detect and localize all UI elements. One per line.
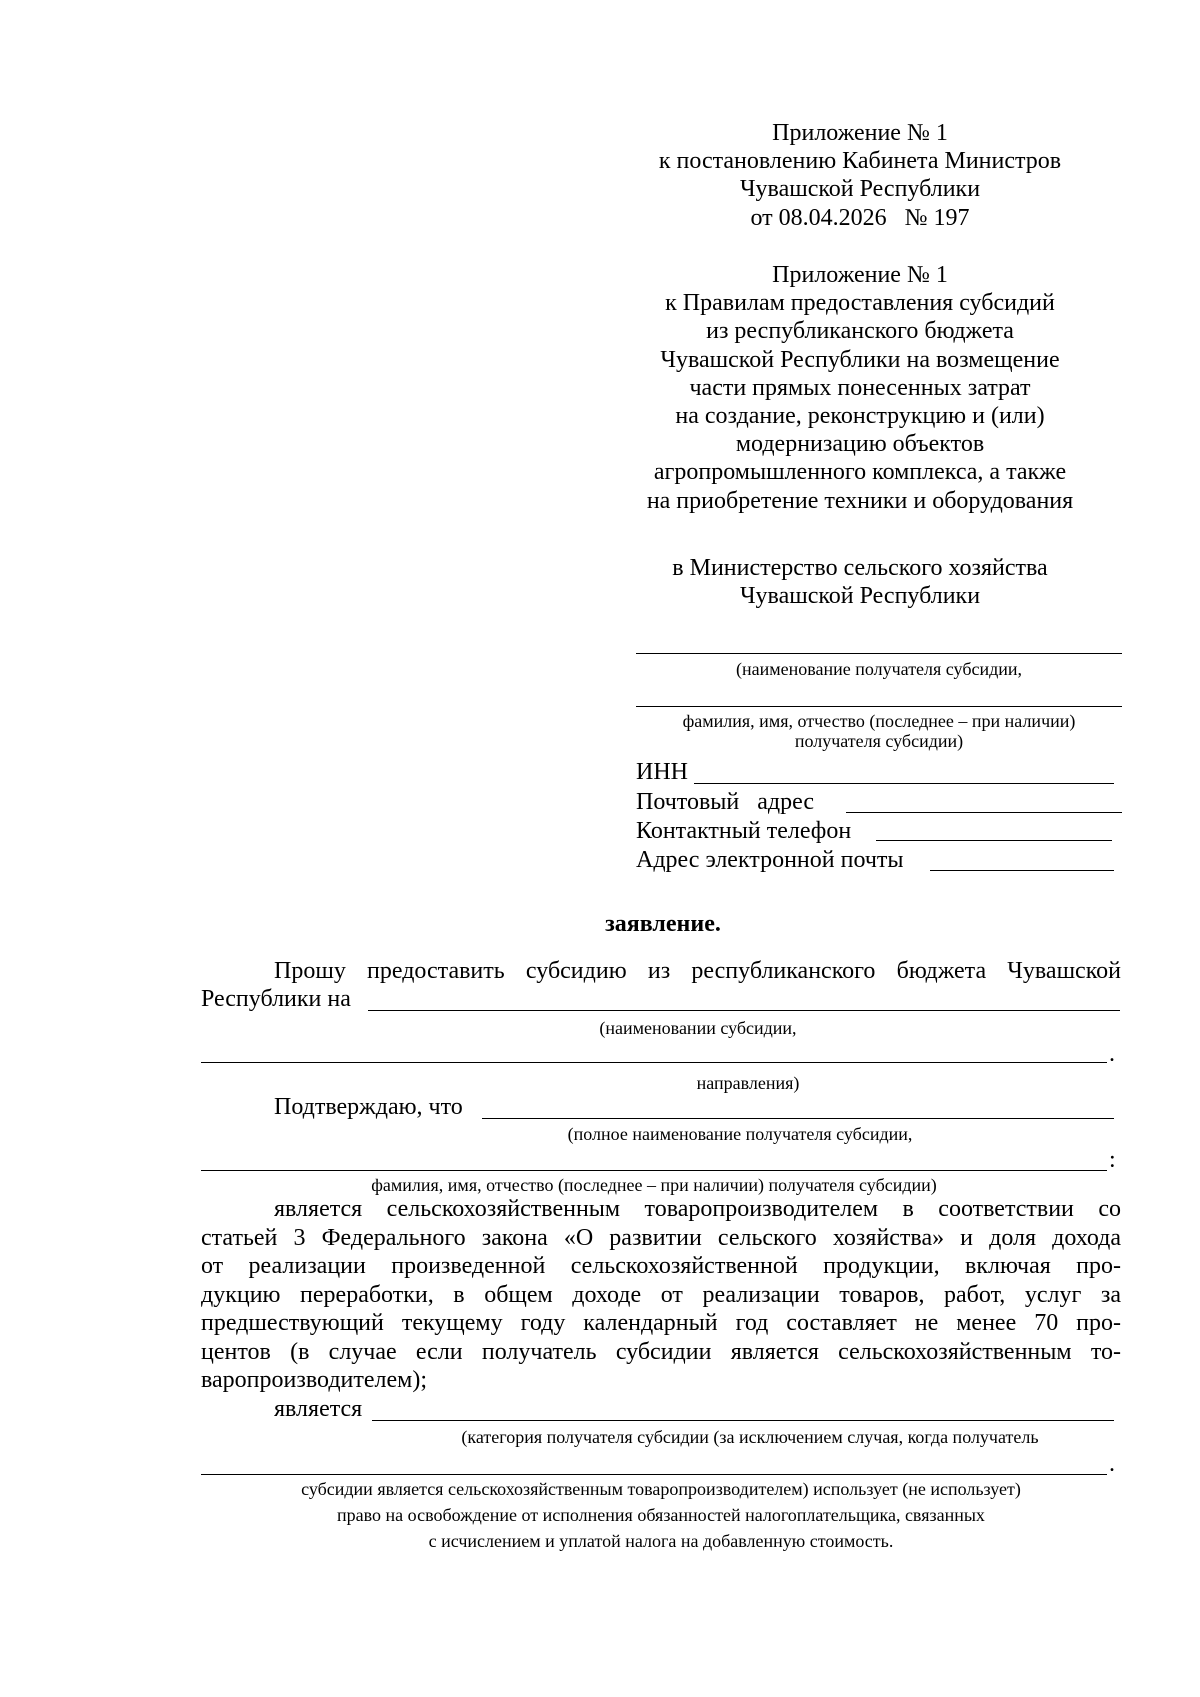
hint-category: (категория получателя субсидии (за исключением случая, когда получатель <box>461 1427 1039 1447</box>
inn-label: ИНН <box>636 759 688 785</box>
addressee-line: Чувашской Республики <box>739 583 981 610</box>
is-label: является <box>274 1396 363 1422</box>
appendix-rules-line: Чувашской Республики на возмещение <box>660 346 1060 373</box>
appendix-rules <box>630 261 1090 515</box>
hint-full-name: (полное наименование получателя субсидии, <box>567 1124 913 1144</box>
paragraph-line: статьей 3 Федерального закона «О развитии сельского хозяйства» и доля дохода <box>201 1225 1121 1251</box>
request-line: Республики на <box>201 986 351 1012</box>
paragraph-line: от реализации произведенной сельскохозяйственной продукции, включая про- <box>201 1253 1121 1279</box>
paragraph-line: является сельскохозяйственным товаропроизводителем в соответствии со <box>274 1196 1121 1222</box>
appendix-rules-line: к Правилам предоставления субсидий <box>665 290 1055 317</box>
confirm-label: Подтверждаю, что <box>274 1094 463 1120</box>
colon-mark: : <box>1109 1147 1116 1173</box>
appendix-rules-line: Приложение № 1 <box>772 262 948 288</box>
appendix-resolution <box>640 119 1080 232</box>
full-name-field[interactable] <box>482 1118 1114 1119</box>
hint-line: с исчислением и уплатой налога на добавленную стоимость. <box>428 1531 894 1551</box>
hint-line: получателя субсидии) <box>794 731 964 751</box>
phone-field[interactable] <box>876 840 1112 841</box>
period-mark: . <box>1109 1451 1115 1477</box>
applicant-fio-line[interactable] <box>636 706 1122 707</box>
appendix-rules-line: на приобретение техники и оборудования <box>646 487 1074 514</box>
hint-fio: фамилия, имя, отчество (последнее – при наличии) получателя субсидии) <box>371 1175 937 1195</box>
paragraph-line: центов (в случае если получатель субсидии является сельскохозяйственным то- <box>201 1339 1121 1365</box>
postal-address-label: Почтовый адрес <box>636 789 815 815</box>
hint-line: право на освобождение от исполнения обязанностей налогоплательщика, связанных <box>337 1505 985 1525</box>
direction-field[interactable] <box>201 1062 1107 1063</box>
phone-label: Контактный телефон <box>636 818 852 844</box>
subsidy-name-field[interactable] <box>368 1010 1120 1011</box>
hint-line: фамилия, имя, отчество (последнее – при наличии) <box>682 711 1076 731</box>
appendix-resolution-line: к постановлению Кабинета Министров <box>658 148 1062 175</box>
period-mark: . <box>1109 1041 1115 1067</box>
hint-applicant-name: (наименование получателя субсидии, <box>735 659 1023 679</box>
paragraph-line: варопроизводителем); <box>201 1367 427 1393</box>
request-line: Прошу предоставить субсидию из республиканского бюджета Чувашской <box>274 958 1121 984</box>
inn-field[interactable] <box>694 783 1114 784</box>
hint-direction: направления) <box>696 1073 800 1093</box>
appendix-resolution-line: от 08.04.2026 № 197 <box>750 204 970 231</box>
appendix-resolution-line: Чувашской Республики <box>739 176 981 203</box>
hint-vat <box>201 1479 1121 1551</box>
hint-line: субсидии является сельскохозяйственным товаропроизводителем) использует (не использует) <box>301 1479 1021 1499</box>
addressee-line: в Министерство сельского хозяйства <box>672 555 1048 581</box>
paragraph-line: дукцию переработки, в общем доходе от реализации товаров, работ, услуг за <box>201 1282 1121 1308</box>
category-field[interactable] <box>372 1420 1114 1421</box>
document-title: заявление. <box>605 911 721 937</box>
category-continuation-field[interactable] <box>201 1474 1107 1475</box>
applicant-fio-field[interactable] <box>201 1170 1107 1171</box>
appendix-rules-line: на создание, реконструкцию и (или) <box>675 403 1045 430</box>
email-label: Адрес электронной почты <box>636 847 904 873</box>
appendix-rules-line: модернизацию объектов <box>735 431 985 458</box>
hint-subsidy: (наименовании субсидии, <box>599 1018 797 1038</box>
appendix-rules-line: из республиканского бюджета <box>706 318 1014 345</box>
hint-applicant-fio <box>620 711 1138 751</box>
postal-address-field[interactable] <box>846 812 1122 813</box>
addressee <box>630 554 1090 610</box>
email-field[interactable] <box>930 870 1114 871</box>
applicant-name-line[interactable] <box>636 653 1122 654</box>
appendix-rules-line: агропромышленного комплекса, а также <box>653 459 1067 486</box>
appendix-rules-line: части прямых понесенных затрат <box>689 374 1031 401</box>
paragraph-line: предшествующий текущему году календарный год составляет не менее 70 про- <box>201 1310 1121 1336</box>
appendix-resolution-line: Приложение № 1 <box>772 120 948 146</box>
